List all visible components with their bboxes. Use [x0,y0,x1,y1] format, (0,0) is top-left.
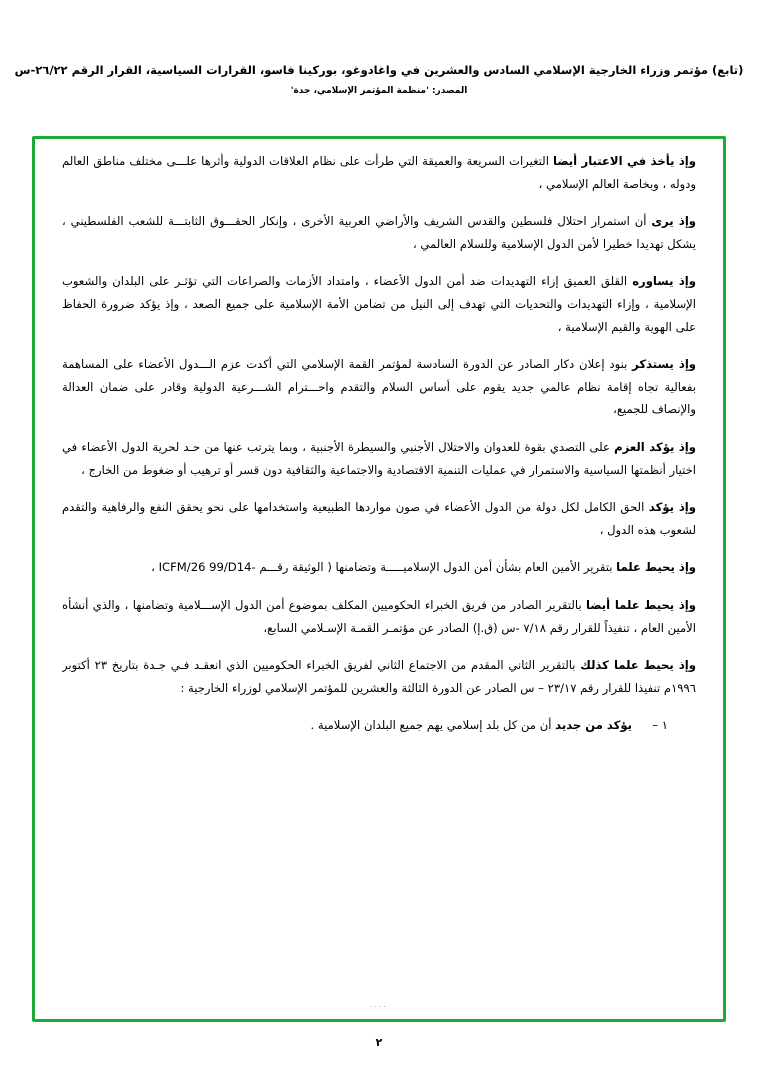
paragraph-text: أن استمرار احتلال فلسطين والقدس الشريف والأراضي العربية الأخرى ، وإنكار الحقـــوق الثابتـــة للشعب الفلسطيني ، يشكل تهديدا خطيرا لأمن الدول الإسلامية وللسلام العالمي ، [62,214,696,251]
paragraph-lead: وإذ يرى [651,214,696,229]
paragraph-lead: وإذ يحيط علما أيضا [586,597,696,612]
paragraph-lead: وإذ يستذكر [632,357,696,372]
document-body [62,150,696,1008]
paragraph [62,654,696,699]
document-header [0,62,758,96]
paragraph [62,353,696,421]
paragraph [62,270,696,338]
paragraph-lead: وإذ يساوره [632,274,696,289]
paragraph-lead: وإذ يؤكد العزم [614,439,696,454]
paragraph [62,150,696,195]
list-item [62,714,668,736]
page-number: ٢ [375,1036,383,1049]
header-title: (تابع) مؤتمر وزراء الخارجية الإسلامي السادس والعشرين في واغادوغو، بوركينا فاسو، القرارات السياسية، القرار الرقم ٢٦/٢٢-س [14,63,744,77]
paragraph-lead: وإذ يحيط علما [616,560,696,575]
paragraph [62,436,696,481]
header-source: المصدر: 'منظمة المؤتمر الإسلامي، جدة' [290,86,468,97]
paragraph-text: القلق العميق إزاء التهديدات ضد أمن الدول الأعضاء ، وامتداد الأزمات والصراعات التي تؤثـر على البلدان والشعوب الإسلامية ، وإزاء التهديدات والتحديات التي تهدف إلى النيل من تضامن الأمة الإسلامية على جميع الصعد ، وإذ يؤكد ضرورة الحفاظ على الهوية والقيم الإسلامية ، [62,274,696,334]
list-item-lead: يؤكد من جديد [555,718,632,733]
list-item-text: أن من كل بلد إسلامي يهم جميع البلدان الإسلامية . [310,718,556,733]
list-item-text-wrap [62,714,632,736]
paragraph [62,594,696,639]
paragraph-text: التغيرات السريعة والعميقة التي طرأت على نظام العلاقات الدولية وأثرها علـــى مختلف مناطق العالم ودوله ، وبخاصة العالم الإسلامي ، [62,154,696,191]
paragraph-text: بالتقرير الثاني المقدم من الاجتماع الثاني لفريق الخبراء الحكوميين الذي انعقـد فـي جـدة بتاريخ ٢٣ أكتوبر ١٩٩٦م تنفيذا للقرار رقم ٢٣/١٧ – س الصادر عن الدورة الثالثة والعشرين للمؤتمر الإسلامي لوزراء الخارجية : [62,658,696,695]
paragraph-text: بتقرير الأمين العام بشأن أمن الدول الإسلاميـــــة وتضامنها ( الوثيقة رقـــم -ICFM/26 99/D14 ، [151,560,617,575]
paragraph-text: بالتقرير الصادر من فريق الخبراء الحكوميين المكلف بموضوع أمن الدول الإســـلامية وتضامنها ، والذي أنشأه الأمين العام ، تنفيذاً للقرار رقم ٧/١٨ -س (ق.إ) الصادر عن مؤتمـر القمـة الإسـلامي السابع، [62,597,696,635]
paragraph-lead: وإذ يحيط علما كذلك [580,658,696,673]
paragraph [62,210,696,255]
paragraph-text: الحق الكامل لكل دولة من الدول الأعضاء في صون مواردها الطبيعية واستخدامها على نحو يحقق النفع والرفاهية والتقدم لشعوب هذه الدول ، [62,500,696,537]
paragraph [62,496,696,541]
paragraph [62,556,696,579]
footer-dots: .... [369,1000,389,1009]
list-item-number: ١ – [652,718,668,733]
paragraph-text: على التصدي بقوة للعدوان والاحتلال الأجنبي والسيطرة الأجنبية ، وبما يترتب عنها من حـد لحرية الدول الأعضاء في اختيار أنظمتها السياسية والاستمرار في عمليات التنمية الاقتصادية والاجتماعية والثقافية دون قسر أو ترهيب أو ضغوط من الخارج ، [62,439,696,477]
paragraph-text: بنود إعلان دكار الصادر عن الدورة السادسة لمؤتمر القمة الإسلامي التي أكدت عزم الـــدول الأعضاء على المساهمة بفعالية تجاه إقامة نظام عالمي جديد يقوم على أساس السلام والتقدم واحـــترام الشـــرعية الدولية وقادر على ضمان العدالة والإنصاف للجميع، [62,357,696,417]
paragraph-lead: وإذ يؤكد [648,500,696,515]
paragraph-lead: وإذ يأخذ في الاعتبار أيضا [553,154,696,168]
